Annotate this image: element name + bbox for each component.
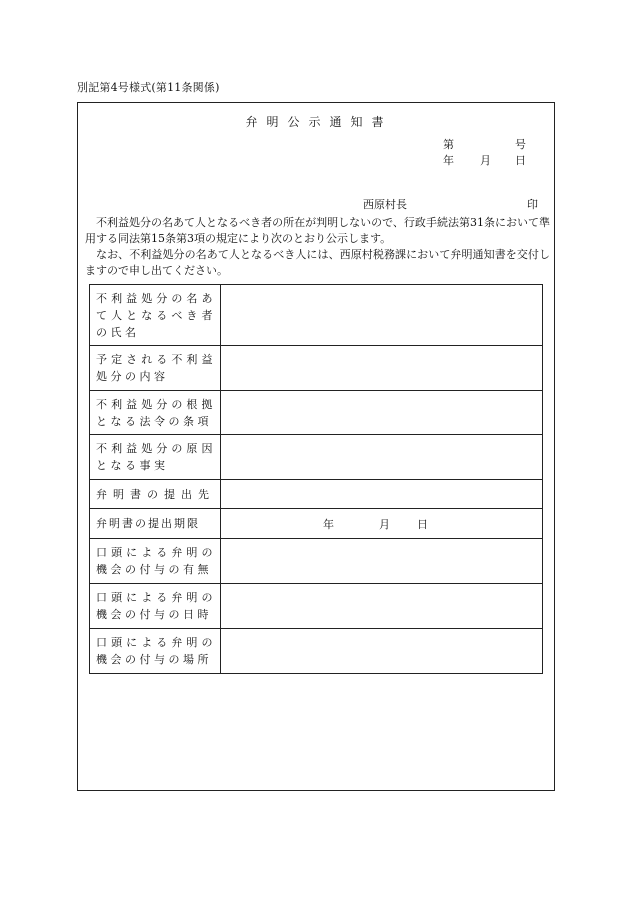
row-value-oral-hearing-location: [221, 629, 543, 674]
row-label-cause-facts: 不利益処分の原因となる事実: [90, 435, 221, 480]
row-label-oral-hearing-datetime: 口頭による弁明の機会の付与の日時: [90, 584, 221, 629]
row-label-recipient-name: 不利益処分の名あて人となるべき者の氏名: [90, 285, 221, 346]
table-row: [90, 285, 543, 346]
row-label-oral-hearing-availability: 口頭による弁明の機会の付与の有無: [90, 539, 221, 584]
row-value-legal-basis: [221, 391, 543, 435]
row-value-oral-hearing-datetime: [221, 584, 543, 629]
table-row: [90, 629, 543, 674]
notice-paragraph: 不利益処分の名あて人となるべき者の所在が判明しないので、行政手続法第31条において準用する同法第15条第3項の規定により次のとおり公示します。: [85, 216, 550, 245]
row-label-oral-hearing-location: 口頭による弁明の機会の付与の場所: [90, 629, 221, 674]
form-number-label: 別記第4号様式(第11条関係): [77, 81, 220, 94]
notice-body: [85, 215, 550, 279]
deadline-date: [221, 509, 542, 538]
row-value-cause-facts: [221, 435, 543, 480]
row-value-recipient-name: [221, 285, 543, 346]
row-label-submission-destination: 弁明書の提出先: [90, 480, 221, 509]
issuer-name: 西原村長: [363, 198, 407, 211]
table-row: [90, 346, 543, 391]
table-row: [90, 480, 543, 509]
row-value-submission-deadline: [221, 509, 543, 539]
number-prefix: 第: [443, 138, 454, 151]
deadline-month: 月: [379, 517, 390, 531]
seal-mark: 印: [527, 198, 538, 211]
row-label-submission-deadline: 弁明書の提出期限: [90, 509, 221, 539]
date-year: 年: [443, 154, 454, 167]
table-row: [90, 509, 543, 539]
row-label-planned-disposition: 予定される不利益処分の内容: [90, 346, 221, 391]
table-row: [90, 435, 543, 480]
table-row: [90, 584, 543, 629]
deadline-year: 年: [323, 517, 334, 531]
table-row: [90, 391, 543, 435]
date-month: 月: [480, 154, 491, 167]
row-value-oral-hearing-availability: [221, 539, 543, 584]
notice-paragraph: なお、不利益処分の名あて人となるべき人には、西原村税務課において弁明通知書を交付しますので申し出てください。: [85, 248, 550, 277]
row-value-submission-destination: [221, 480, 543, 509]
table-row: [90, 539, 543, 584]
date-day: 日: [515, 154, 526, 167]
deadline-day: 日: [417, 517, 428, 531]
row-label-legal-basis: 不利益処分の根拠となる法令の条項: [90, 391, 221, 435]
row-value-planned-disposition: [221, 346, 543, 391]
document-title: 弁明公示通知書: [245, 115, 393, 129]
notice-details-table: [89, 284, 543, 674]
number-suffix: 号: [515, 138, 526, 151]
